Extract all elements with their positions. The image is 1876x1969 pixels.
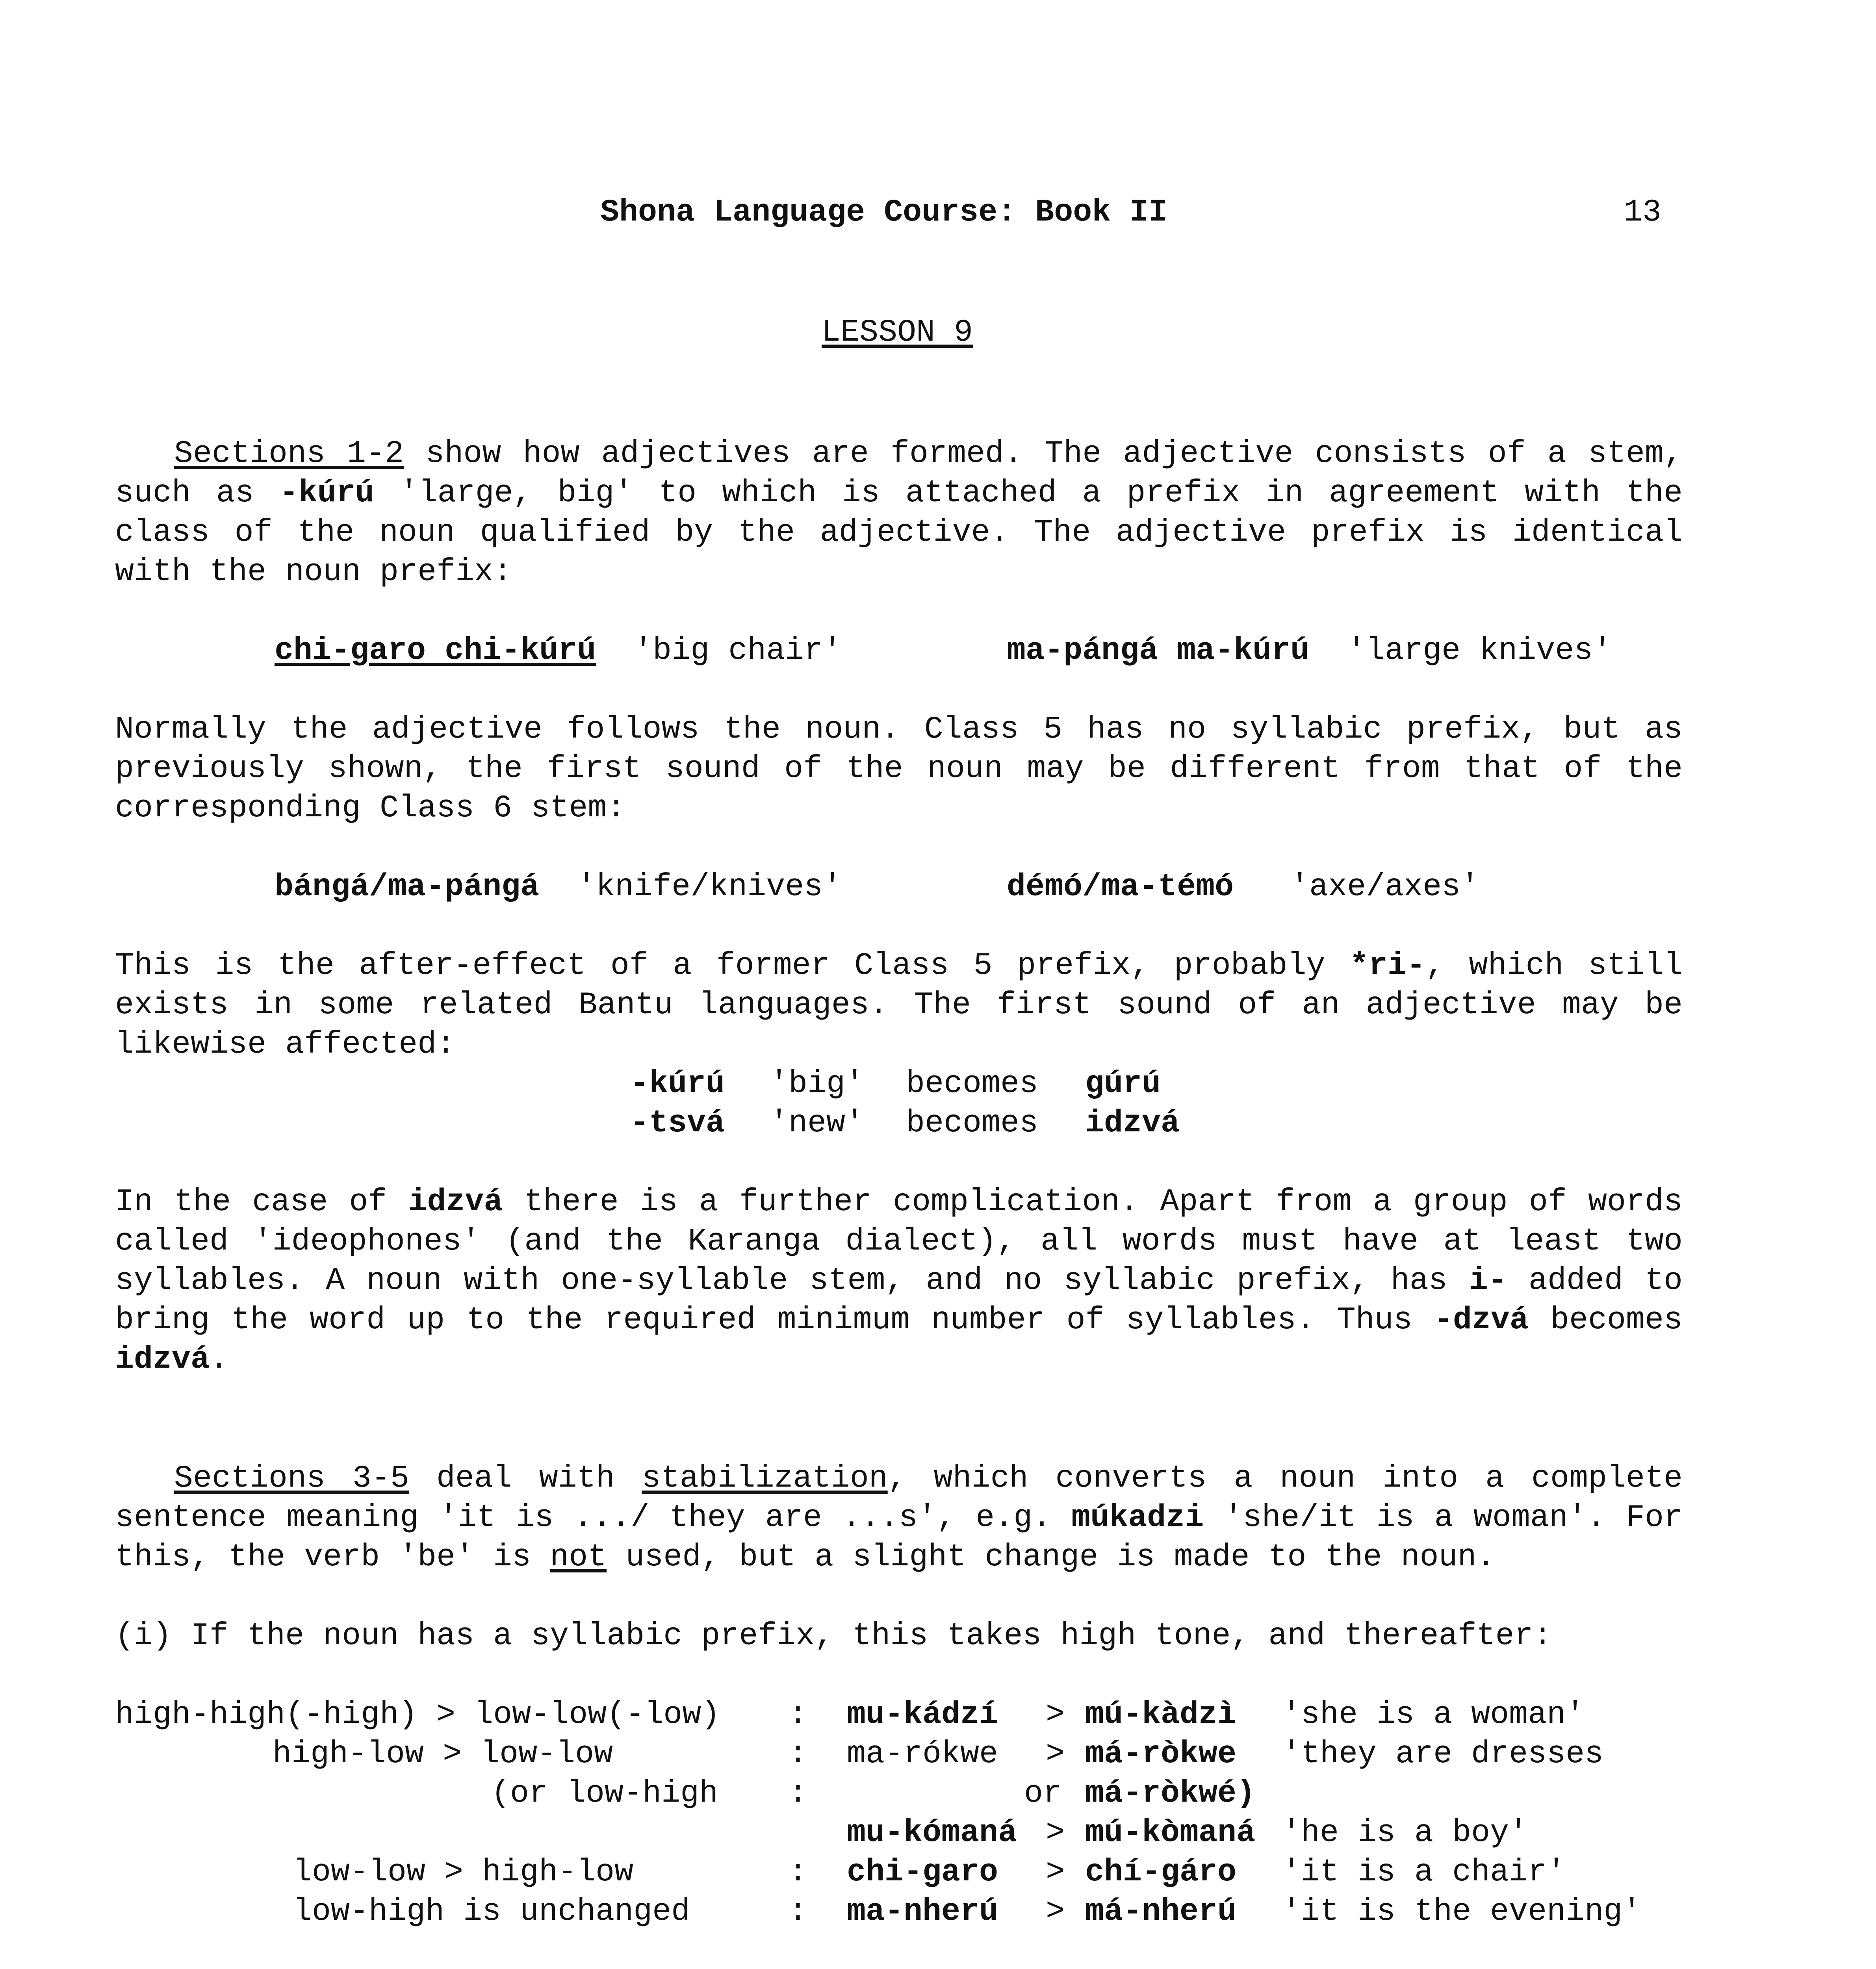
shona-word: -kúrú — [279, 475, 374, 511]
lesson-title: LESSON 9 — [822, 315, 973, 350]
paragraph-idzva: In the case of idzvá there is a further complication. Apart from a group of words called 'ideophones' (and the Karanga dialect), all words must have at least two syllables. A noun with one-syllable stem, and no syllabic prefix, has i- added to bring the word up to the required minimum number of syllables. Thus -dzvá becomes idzvá. — [115, 1184, 1683, 1378]
running-header-title: Shona Language Course: Book II — [600, 195, 1168, 230]
paragraph-rule-i: (i) If the noun has a syllabic prefix, this takes high tone, and thereafter: — [115, 1618, 1552, 1654]
example-becomes: -kúrú 'big' becomes gúrú -tsvá 'new' becomes idzvá — [630, 1066, 1180, 1141]
paragraph-adjectives: Sections 1-2 show how adjectives are formed. The adjective consists of a stem, such as -kúrú 'large, big' to which is attached a prefix in agreement with the class of the noun qualified by the adjective. The adjective prefix is identical with the noun prefix: — [115, 436, 1683, 590]
paragraph-stabilization: Sections 3-5 deal with stabilization, which converts a noun into a complete sentence meaning 'it is .../ they are ...s', e.g. múkadzi 'she/it is a woman'. For this, the verb 'be' is not used, but a slight change is made to the noun. — [115, 1461, 1683, 1575]
example-class5-right: démó/ma-témó 'axe/axes' — [1007, 869, 1480, 905]
shona-word: *ri- — [1350, 948, 1426, 984]
paragraph-class5: Normally the adjective follows the noun. Class 5 has no syllabic prefix, but as previously shown, the first sound of the noun may be different from that of the corresponding Class 6 stem: — [115, 712, 1683, 826]
example-class5-left: bángá/ma-pángá 'knife/knives' — [275, 869, 842, 905]
section-reference: Sections 1-2 — [174, 436, 404, 472]
page-number: 13 — [1624, 195, 1662, 230]
tone-rules-table: high-high(-high) > low-low(-low) : mu-kádzí > mú-kàdzì 'she is a woman' high-low > low-low : ma-rókwe > má-ròkwe 'they are dresses (or low-high : or má-ròkwé) mu-kómaná > mú-kòmaná 'he is a boy' low-low > high-low : chi-garo > chí-gáro 'it is a chair' low-high is unchanged : ma-nherú > má-nherú 'it is the evening' — [115, 1697, 1642, 1930]
paragraph-after-effect: This is the after-effect of a former Class 5 prefix, probably *ri-, which still exists in some related Bantu languages. The first sound of an adjective may be likewise affected: — [115, 948, 1683, 1062]
example-adjective-right: ma-pángá ma-kúrú 'large knives' — [1007, 633, 1612, 669]
section-reference: Sections 3-5 — [174, 1461, 409, 1496]
example-adjective-left: chi-garo chi-kúrú 'big chair' — [275, 633, 842, 669]
